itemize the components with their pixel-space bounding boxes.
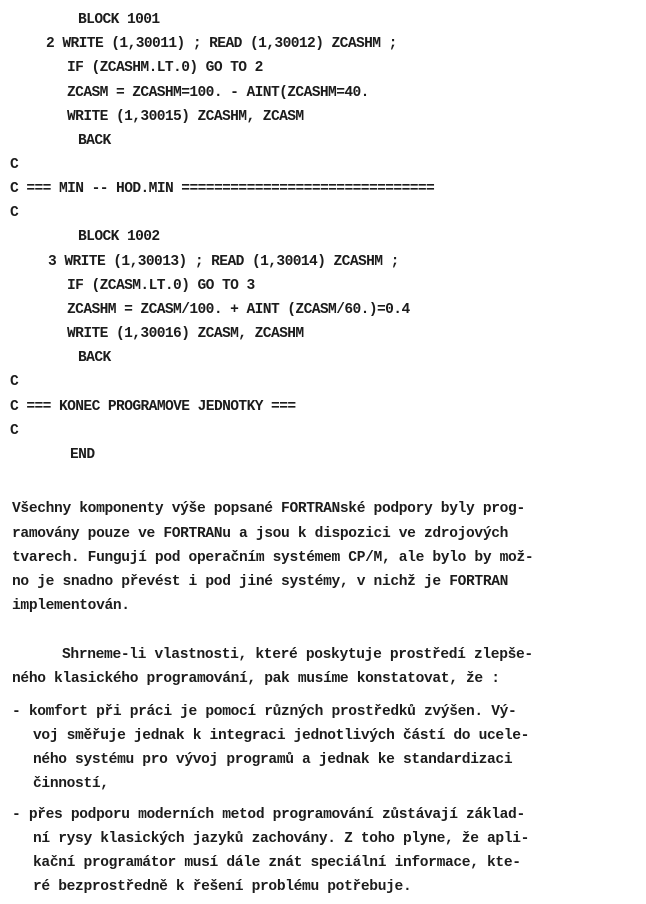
code-line: C === MIN -- HOD.MIN =============================== <box>10 181 435 197</box>
code-line: BLOCK 1001 <box>78 12 160 28</box>
code-line: WRITE (1,30016) ZCASM, ZCASHM <box>67 326 304 342</box>
bullet-line: ré bezprostředně k řešení problému potřebuje. <box>33 879 412 895</box>
code-line: 3 WRITE (1,30013) ; READ (1,30014) ZCASHM ; <box>48 254 399 270</box>
bullet-line: ného systému pro vývoj programů a jednak ke standardizaci <box>33 752 513 768</box>
code-line: IF (ZCASHM.LT.0) GO TO 2 <box>67 60 263 76</box>
bullet-line: - přes podporu moderních metod programování zůstávají základ- <box>12 807 525 823</box>
code-line: C <box>10 157 19 173</box>
code-line: C <box>10 374 19 390</box>
paragraph-line: ného klasického programování, pak musíme konstatovat, že : <box>12 671 500 687</box>
code-line: BACK <box>78 133 111 149</box>
code-line: C === KONEC PROGRAMOVE JEDNOTKY === <box>10 399 296 415</box>
code-line: IF (ZCASM.LT.0) GO TO 3 <box>67 278 255 294</box>
paragraph-line: Shrneme-li vlastnosti, které poskytuje prostředí zlepše- <box>62 647 533 663</box>
code-line: END <box>70 447 95 463</box>
paragraph-line: no je snadno převést i pod jiné systémy, v nichž je FORTRAN <box>12 574 509 590</box>
paragraph-line: implementován. <box>12 598 130 614</box>
code-line: WRITE (1,30015) ZCASHM, ZCASM <box>67 109 304 125</box>
code-line: BACK <box>78 350 111 366</box>
bullet-line: kační programátor musí dále znát speciální informace, kte- <box>33 855 521 871</box>
code-line: ZCASM = ZCASHM=100. - AINT(ZCASHM=40. <box>67 85 369 101</box>
bullet-line: ní rysy klasických jazyků zachovány. Z toho plyne, že apli- <box>33 831 530 847</box>
code-line: BLOCK 1002 <box>78 229 160 245</box>
bullet-line: činností, <box>33 776 109 792</box>
paragraph-line: Všechny komponenty výše popsané FORTRANské podpory byly prog- <box>12 501 525 517</box>
bullet-line: - komfort při práci je pomocí různých prostředků zvýšen. Vý- <box>12 704 517 720</box>
code-line: ZCASHM = ZCASM/100. + AINT (ZCASM/60.)=0.4 <box>67 302 410 318</box>
code-line: C <box>10 205 19 221</box>
code-line: 2 WRITE (1,30011) ; READ (1,30012) ZCASHM ; <box>46 36 397 52</box>
code-line: C <box>10 423 19 439</box>
paragraph-line: tvarech. Fungují pod operačním systémem CP/M, ale bylo by mož- <box>12 550 534 566</box>
paragraph-line: ramovány pouze ve FORTRANu a jsou k dispozici ve zdrojových <box>12 526 509 542</box>
bullet-line: voj směřuje jednak k integraci jednotlivých částí do ucele- <box>33 728 530 744</box>
